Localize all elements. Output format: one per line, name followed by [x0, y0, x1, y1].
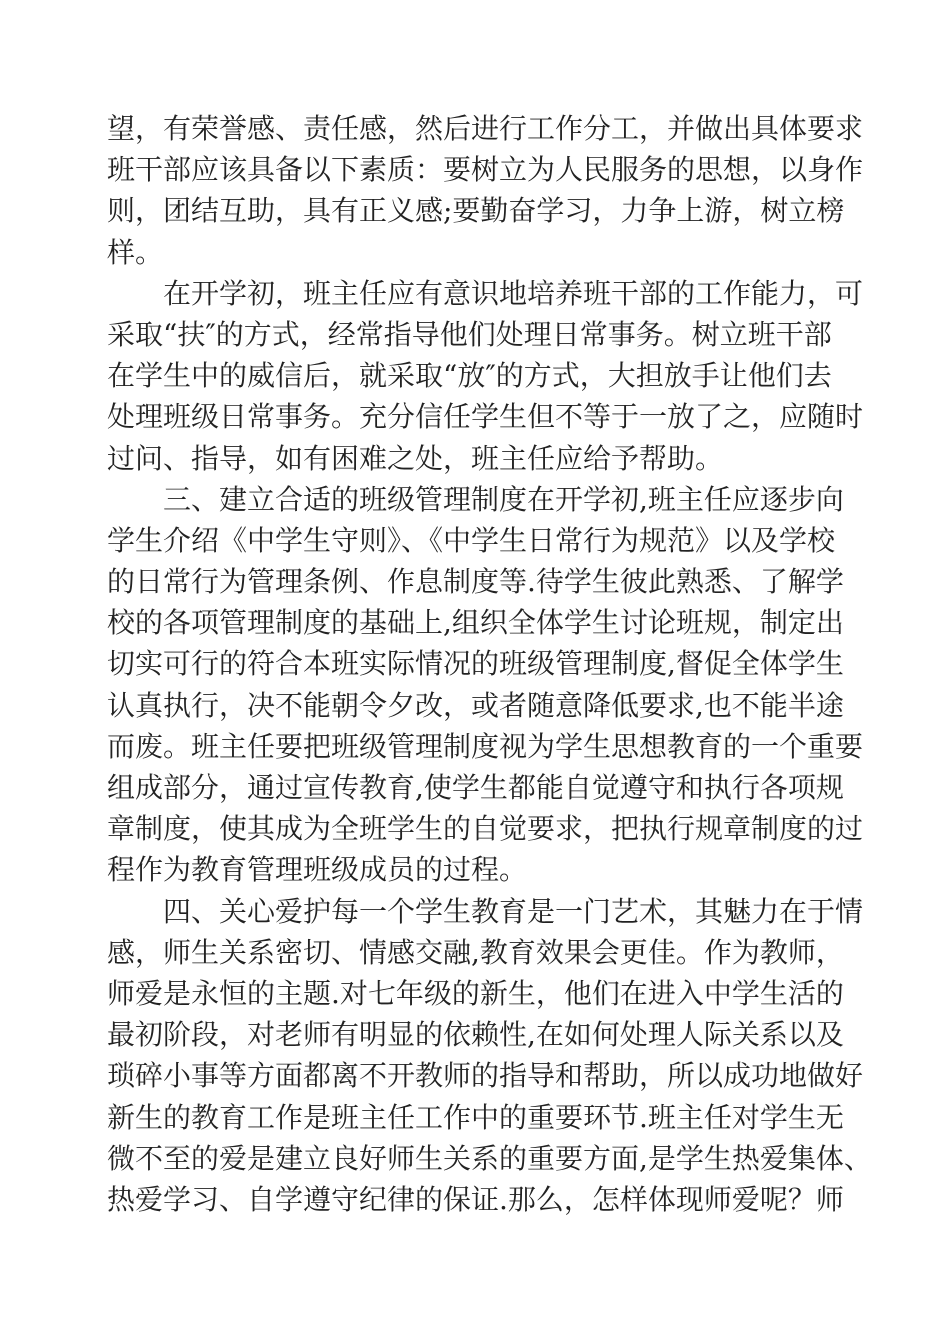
text-line-2: 班干部应该具备以下素质：要树立为人民服务的思想，以身作 [107, 153, 864, 187]
text-line-23: 最初阶段，对老师有明显的依赖性,在如何处理人际关系以及 [107, 1018, 844, 1052]
text-line-17: 组成部分，通过宣传教育,使学生都能自觉遵守和执行各项规 [107, 771, 844, 804]
text-line-25: 新生的教育工作是班主任工作中的重要环节.班主任对学生无 [107, 1100, 844, 1134]
text-line-20: 四、关心爱护每一个学生教育是一门艺术，其魅力在于情 [107, 894, 864, 928]
text-line-14: 切实可行的符合本班实际情况的班级管理制度,督促全体学生 [107, 647, 844, 681]
text-line-4: 样。 [107, 235, 164, 269]
text-line-26: 微不至的爱是建立良好师生关系的重要方面,是学生热爱集体、 [107, 1141, 872, 1175]
text-line-9: 过问、指导，如有困难之处，班主任应给予帮助。 [107, 441, 724, 475]
text-line-15: 认真执行，决不能朝令夕改，或者随意降低要求,也不能半途 [107, 688, 844, 722]
text-line-27: 热爱学习、自学遵守纪律的保证.那么，怎样体现师爱呢？师 [107, 1182, 844, 1216]
text-line-7: 在学生中的威信后，就采取“放″的方式，大担放手让他们去 [107, 359, 832, 393]
text-line-6: 采取“扶″的方式，经常指导他们处理日常事务。树立班干部 [107, 317, 832, 351]
text-line-8: 处理班级日常事务。充分信任学生但不等于一放了之，应随时 [107, 400, 864, 434]
text-line-19: 程作为教育管理班级成员的过程。 [107, 853, 528, 887]
text-line-5: 在开学初，班主任应有意识地培养班干部的工作能力，可 [107, 276, 864, 310]
text-line-3: 则，团结互助，具有正义感;要勤奋学习，力争上游，树立榜 [107, 194, 845, 228]
text-line-12: 的日常行为管理条例、作息制度等.待学生彼此熟悉、了解学 [107, 565, 844, 599]
text-line-18: 章制度，使其成为全班学生的自觉要求，把执行规章制度的过 [107, 812, 864, 846]
text-line-1: 望，有荣誉感、责任感，然后进行工作分工，并做出具体要求 [107, 112, 864, 145]
body-text [107, 108, 872, 1220]
text-line-24: 琐碎小事等方面都离不开教师的指导和帮助，所以成功地做好 [107, 1059, 864, 1093]
text-line-10: 三、建立合适的班级管理制度在开学初,班主任应逐步向 [107, 482, 844, 516]
text-line-22: 师爱是永恒的主题.对七年级的新生，他们在进入中学生活的 [107, 976, 844, 1010]
text-line-13: 校的各项管理制度的基础上,组织全体学生讨论班规，制定出 [107, 606, 844, 640]
text-line-21: 感，师生关系密切、情感交融,教育效果会更佳。作为教师， [107, 935, 844, 969]
text-line-16: 而废。班主任要把班级管理制度视为学生思想教育的一个重要 [107, 729, 864, 763]
text-line-11: 学生介绍《中学生守则》、《中学生日常行为规范》以及学校 [107, 523, 836, 557]
